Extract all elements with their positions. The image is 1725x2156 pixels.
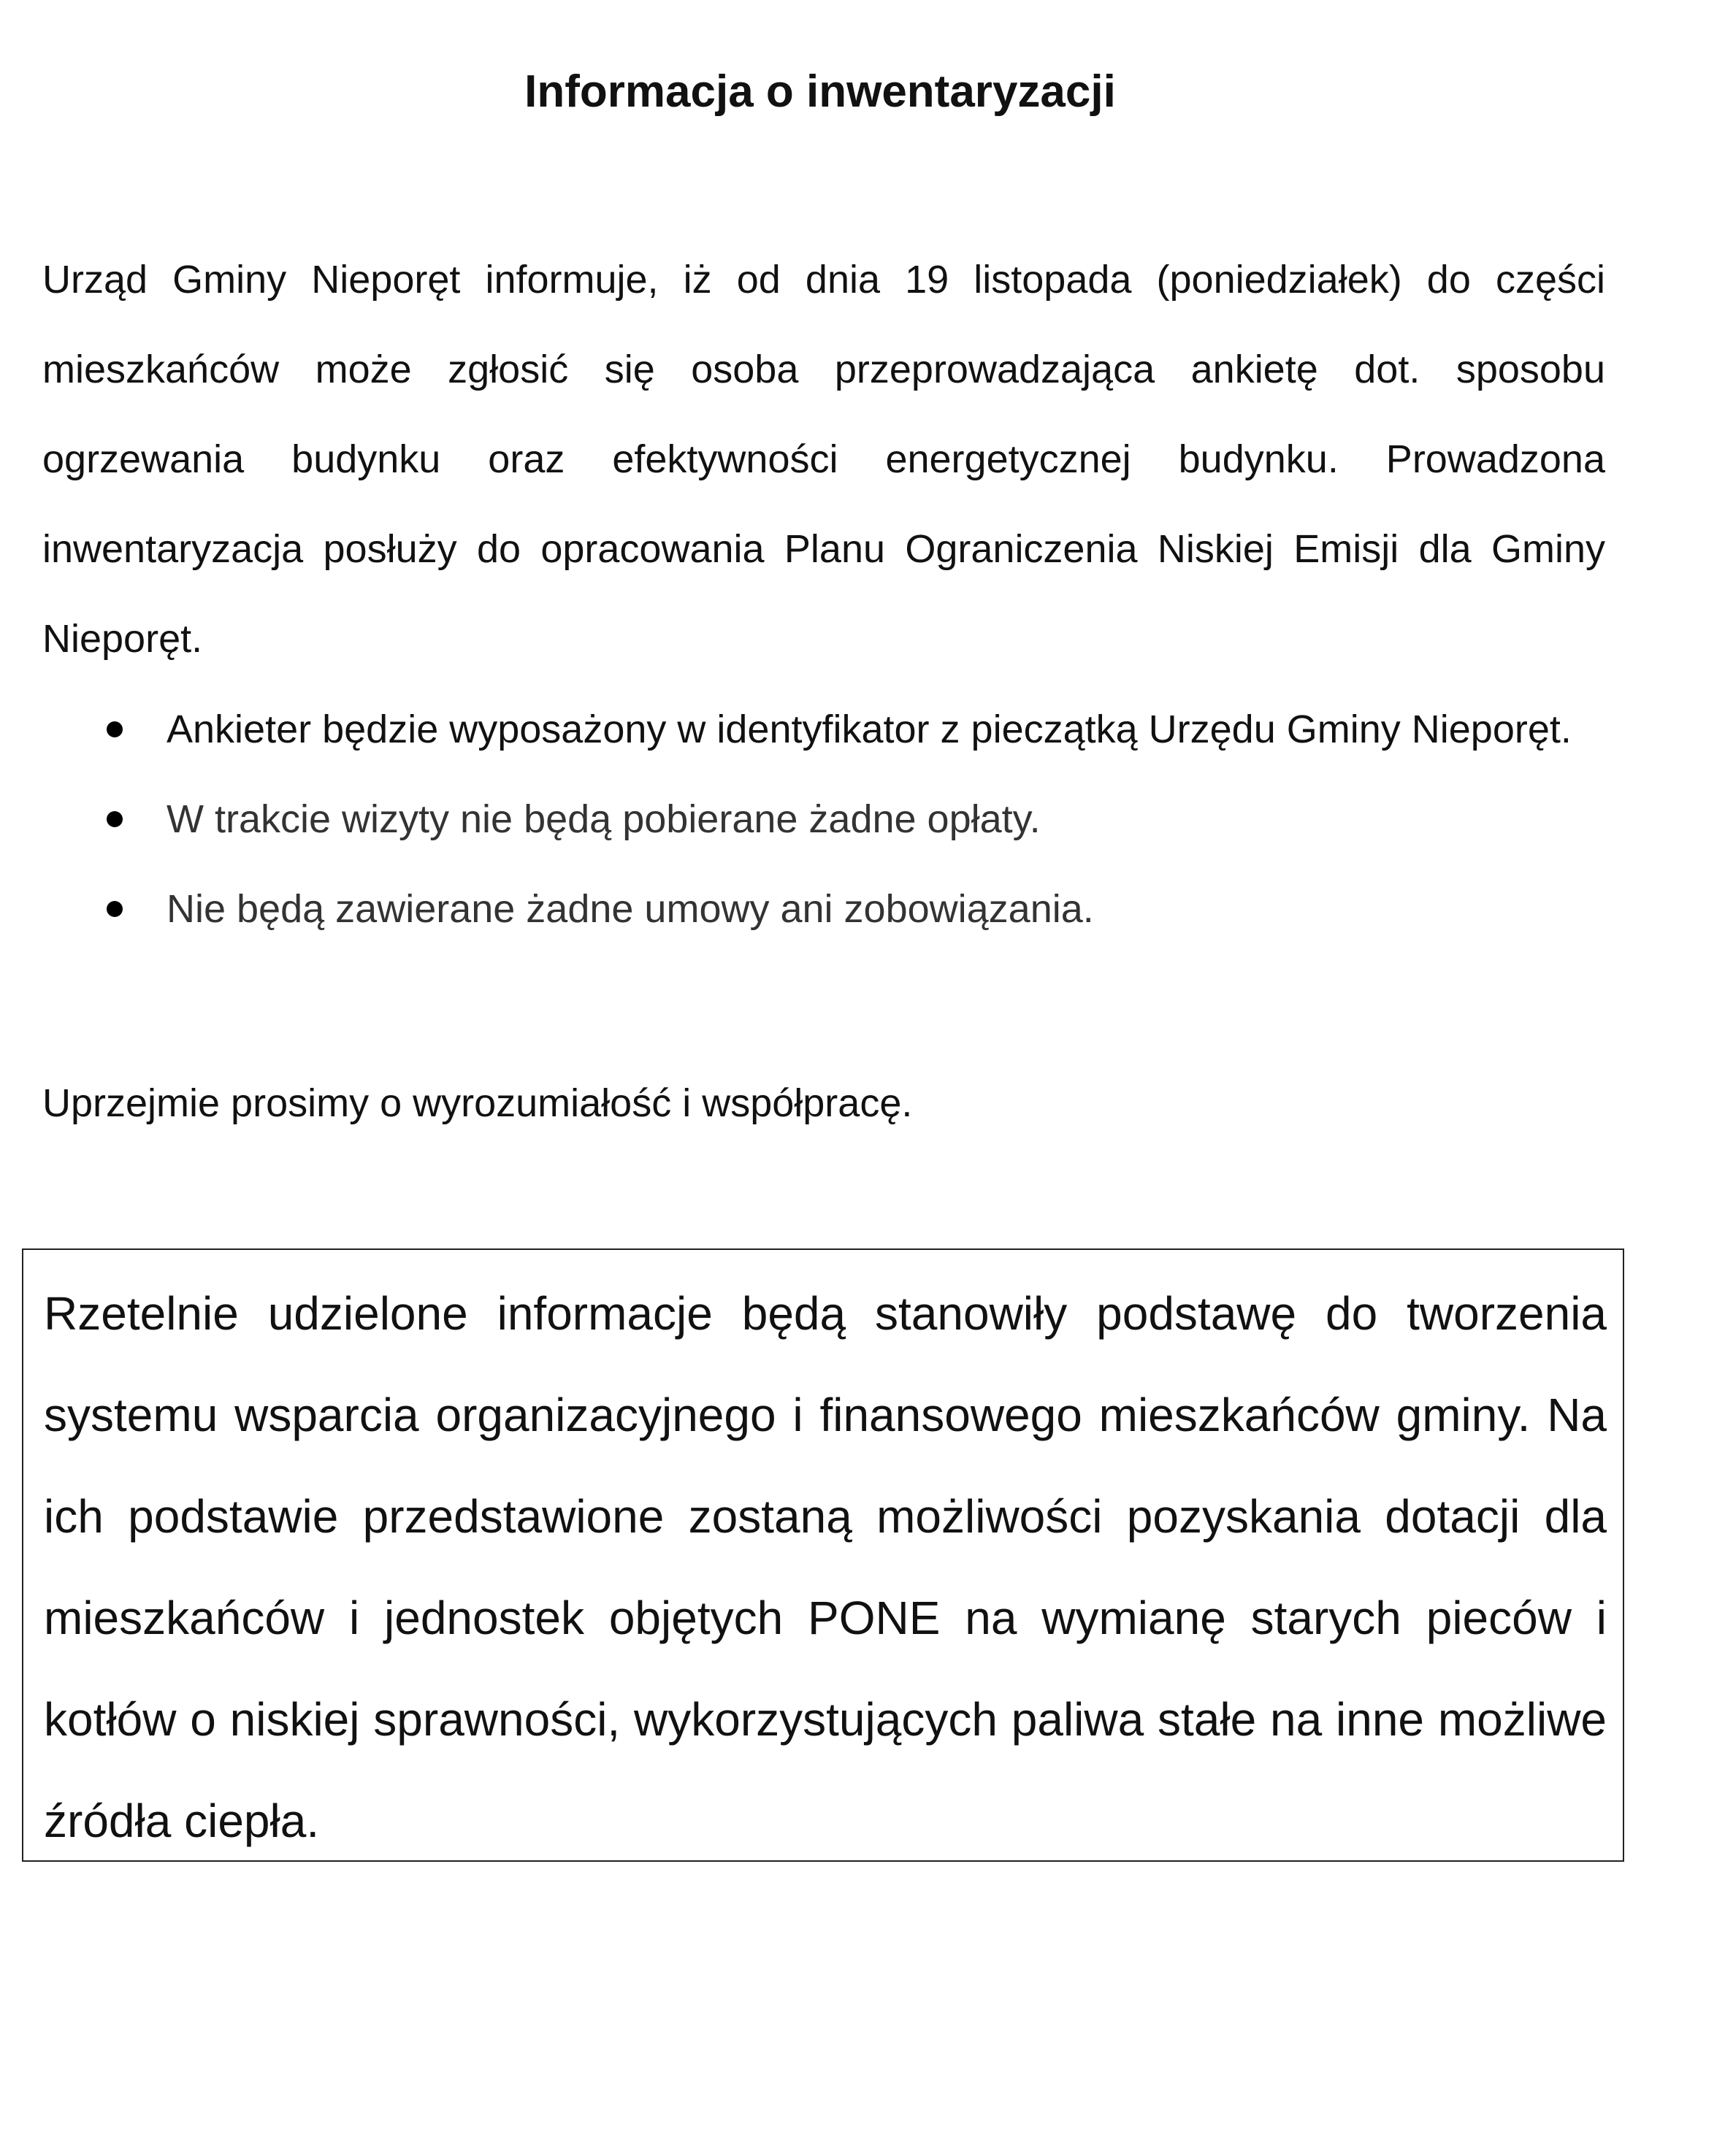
closing-line: Uprzejmie prosimy o wyrozumiałość i współpracę. [42,1081,913,1125]
list-item [42,685,1605,775]
list-item-text: Nie będą zawierane żadne umowy ani zobowiązania. [167,887,1094,931]
intro-paragraph: Urząd Gminy Nieporęt informuje, iż od dnia 19 listopada (poniedziałek) do części mieszkańców może zgłosić się osoba przeprowadzająca ankietę dot. sposobu ogrzewania budynku oraz efektywności energetycznej budynku. Prowadzona inwentaryzacja posłuży do opracowania Planu Ograniczenia Niskiej Emisji dla Gminy Nieporęt. [42,258,1605,661]
list-item [42,775,1605,864]
list-item [42,864,1605,954]
list-item-text: Ankieter będzie wyposażony w identyfikator z pieczątką Urzędu Gminy Nieporęt. [167,707,1572,751]
bullet-list [42,685,1605,954]
bullet-icon [107,901,123,917]
document-title: Informacja o inwentaryzacji [524,66,1116,117]
notice-text: Rzetelnie udzielone informacje będą stanowiły podstawę do tworzenia systemu wsparcia organizacyjnego i finansowego mieszkańców gminy. Na ich podstawie przedstawione zostaną możliwości pozyskania dotacji dla mieszkańców i jednostek objętych PONE na wymianę starych pieców i kotłów o niskiej sprawności, wykorzystujących paliwa stałe na inne możliwe źródła ciepła. [44,1287,1607,1847]
list-item-text: W trakcie wizyty nie będą pobierane żadne opłaty. [167,797,1041,841]
bullet-icon [107,811,123,827]
notice-box [22,1248,1624,1862]
bullet-icon [107,721,123,737]
